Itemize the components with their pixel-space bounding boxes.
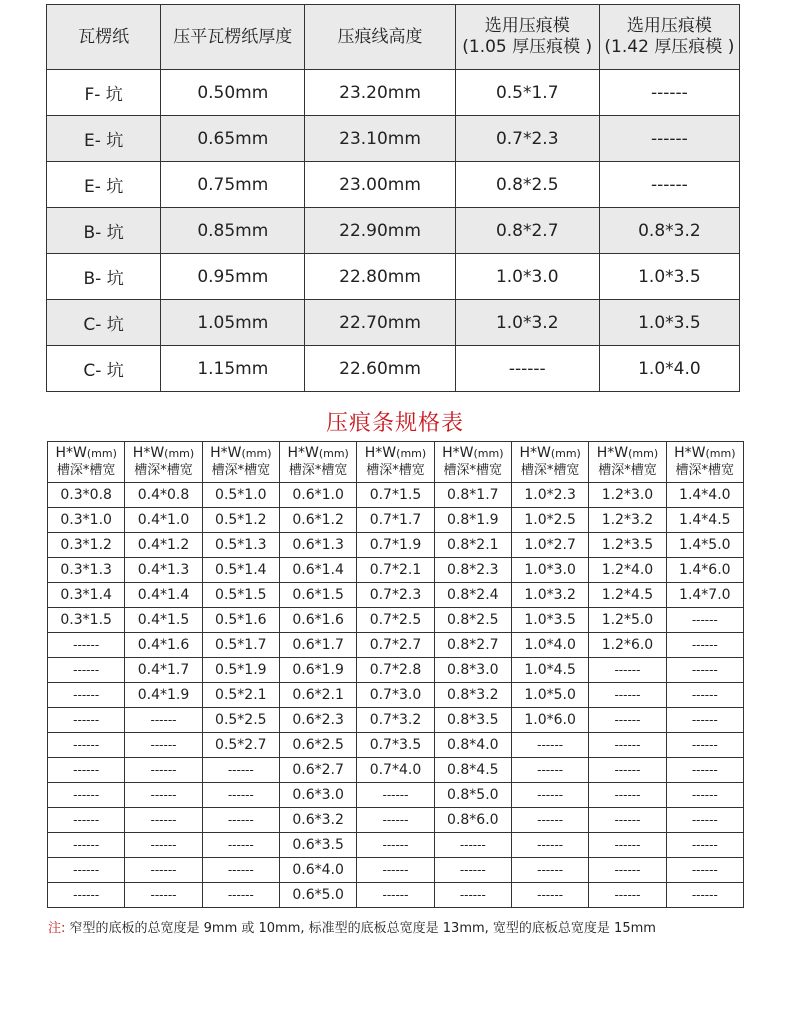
column-header: 选用压痕模 (1.05 厚压痕模 ) — [455, 5, 599, 70]
column-header: 压痕线高度 — [305, 5, 455, 70]
header-unit-label: (mm) — [318, 447, 349, 460]
header-depth-width-label: 槽深*槽宽 — [288, 463, 348, 478]
table-cell: ------ — [202, 808, 279, 833]
table-cell: 0.4*1.9 — [125, 683, 202, 708]
table-cell: 0.7*2.7 — [357, 633, 434, 658]
column-header — [434, 442, 511, 483]
table-cell: ------ — [589, 708, 666, 733]
table-cell: 0.8*5.0 — [434, 783, 511, 808]
table-cell: ------ — [202, 758, 279, 783]
table-cell: ------ — [125, 833, 202, 858]
table-cell: 0.8*2.1 — [434, 533, 511, 558]
table-cell: ------ — [666, 858, 743, 883]
table-cell: 1.4*7.0 — [666, 583, 743, 608]
table-cell: ------ — [511, 783, 588, 808]
table-cell: ------ — [511, 758, 588, 783]
table-cell: ------ — [357, 833, 434, 858]
table-cell: ------ — [48, 633, 125, 658]
table-row — [48, 758, 744, 783]
table-cell: 0.8*1.7 — [434, 483, 511, 508]
column-header — [666, 442, 743, 483]
table-cell: ------ — [589, 883, 666, 908]
table-cell: 0.8*1.9 — [434, 508, 511, 533]
table-cell: C- 坑 — [47, 300, 161, 346]
table-cell: ------ — [589, 758, 666, 783]
table-cell: 0.7*2.1 — [357, 558, 434, 583]
header-hw-label: H*W — [55, 445, 87, 461]
table-cell: 22.70mm — [305, 300, 455, 346]
table-cell: 0.3*1.3 — [48, 558, 125, 583]
table-cell: 0.6*1.2 — [279, 508, 356, 533]
table-cell: 1.2*3.0 — [589, 483, 666, 508]
table-cell: ------ — [589, 733, 666, 758]
table-cell: 22.90mm — [305, 208, 455, 254]
table-row — [48, 633, 744, 658]
header-depth-width-label: 槽深*槽宽 — [211, 463, 271, 478]
table-cell: 0.6*2.3 — [279, 708, 356, 733]
table-row — [47, 162, 740, 208]
table-cell: 1.0*3.2 — [511, 583, 588, 608]
table-cell: E- 坑 — [47, 162, 161, 208]
table-cell: 0.6*4.0 — [279, 858, 356, 883]
table-cell: 1.0*3.0 — [511, 558, 588, 583]
table-cell: ------ — [666, 808, 743, 833]
table-cell: 1.2*6.0 — [589, 633, 666, 658]
table-cell: ------ — [48, 858, 125, 883]
table-cell: 1.2*4.0 — [589, 558, 666, 583]
note-text: 窄型的底板的总宽度是 9mm 或 10mm, 标准型的底板总宽度是 13mm, 宽型的底板总宽度是 15mm — [65, 921, 656, 936]
footnote — [48, 917, 656, 936]
table-cell: ------ — [666, 608, 743, 633]
table-row — [48, 783, 744, 808]
header-depth-width-label: 槽深*槽宽 — [56, 463, 116, 478]
table-cell: 0.85mm — [161, 208, 305, 254]
table-row — [47, 116, 740, 162]
table-row — [48, 708, 744, 733]
table-cell: 1.4*4.0 — [666, 483, 743, 508]
header-hw-label: H*W — [442, 445, 474, 461]
table-cell: 1.0*5.0 — [511, 683, 588, 708]
table-row — [47, 254, 740, 300]
table-cell: 22.80mm — [305, 254, 455, 300]
table-cell: 0.8*2.7 — [455, 208, 599, 254]
table-cell: 0.7*4.0 — [357, 758, 434, 783]
table-cell: ------ — [511, 733, 588, 758]
table-cell: 0.5*2.5 — [202, 708, 279, 733]
column-header — [125, 442, 202, 483]
table-cell: 0.8*3.2 — [599, 208, 739, 254]
table-cell: F- 坑 — [47, 70, 161, 116]
table-cell: 0.4*1.3 — [125, 558, 202, 583]
table-cell: 0.6*2.1 — [279, 683, 356, 708]
table-cell: C- 坑 — [47, 346, 161, 392]
table-cell: 1.2*4.5 — [589, 583, 666, 608]
table-row — [48, 808, 744, 833]
table-cell: 1.2*3.2 — [589, 508, 666, 533]
table-cell: ------ — [511, 833, 588, 858]
column-header — [48, 442, 125, 483]
table-cell: ------ — [589, 833, 666, 858]
table-cell: ------ — [202, 858, 279, 883]
table-cell: ------ — [48, 683, 125, 708]
table-cell: ------ — [125, 708, 202, 733]
table-cell: 0.6*5.0 — [279, 883, 356, 908]
table-cell: 0.7*2.5 — [357, 608, 434, 633]
table-row — [48, 733, 744, 758]
table-cell: 1.05mm — [161, 300, 305, 346]
table-cell: 0.8*2.5 — [455, 162, 599, 208]
table-cell: 0.7*1.7 — [357, 508, 434, 533]
table-cell: 1.0*2.3 — [511, 483, 588, 508]
table-cell: ------ — [589, 783, 666, 808]
header-unit-label: (mm) — [86, 447, 117, 460]
table-body — [48, 483, 744, 908]
table-cell: 0.7*1.5 — [357, 483, 434, 508]
table-cell: ------ — [666, 833, 743, 858]
crease-rule-spec-table — [47, 441, 744, 908]
table-cell: 1.15mm — [161, 346, 305, 392]
table-cell: 23.10mm — [305, 116, 455, 162]
table-cell: 1.0*6.0 — [511, 708, 588, 733]
table-cell: ------ — [666, 733, 743, 758]
corrugated-spec-table — [46, 4, 740, 392]
header-unit-label: (mm) — [241, 447, 272, 460]
table-cell: ------ — [511, 858, 588, 883]
table-cell: E- 坑 — [47, 116, 161, 162]
table-cell: ------ — [357, 808, 434, 833]
table-cell: 23.20mm — [305, 70, 455, 116]
table-cell: 0.5*1.3 — [202, 533, 279, 558]
header-hw-label: H*W — [596, 445, 629, 461]
header-hw-label: H*W — [674, 445, 706, 461]
table-cell: ------ — [434, 858, 511, 883]
table-cell: ------ — [666, 758, 743, 783]
table-cell: 1.0*3.5 — [599, 300, 739, 346]
column-header — [202, 442, 279, 483]
table-cell: 23.00mm — [305, 162, 455, 208]
table-cell: 1.4*6.0 — [666, 558, 743, 583]
table-cell: 0.7*3.2 — [357, 708, 434, 733]
table-cell: ------ — [48, 783, 125, 808]
table-cell: 0.6*1.3 — [279, 533, 356, 558]
table-cell: 0.5*1.6 — [202, 608, 279, 633]
table-cell: ------ — [48, 733, 125, 758]
header-depth-width-label: 槽深*槽宽 — [443, 463, 503, 478]
table-row — [48, 583, 744, 608]
table-cell: 0.3*0.8 — [48, 483, 125, 508]
header-depth-width-label: 槽深*槽宽 — [598, 463, 657, 478]
table-cell: 0.4*1.6 — [125, 633, 202, 658]
table-cell: ------ — [666, 658, 743, 683]
table-cell: 0.4*1.5 — [125, 608, 202, 633]
column-header: 选用压痕模 (1.42 厚压痕模 ) — [599, 5, 739, 70]
table-cell: 0.8*6.0 — [434, 808, 511, 833]
column-header — [357, 442, 434, 483]
table-cell: ------ — [202, 883, 279, 908]
table-cell: 1.0*3.5 — [511, 608, 588, 633]
table-cell: 0.5*1.0 — [202, 483, 279, 508]
table-row — [48, 483, 744, 508]
table-row — [48, 558, 744, 583]
table-cell: ------ — [666, 783, 743, 808]
table-cell: 0.6*2.7 — [279, 758, 356, 783]
table-cell: 1.0*4.0 — [599, 346, 739, 392]
table-cell: ------ — [125, 758, 202, 783]
table-cell: 0.4*1.2 — [125, 533, 202, 558]
table-cell: 0.4*1.7 — [125, 658, 202, 683]
table-cell: 0.5*1.4 — [202, 558, 279, 583]
table-cell: 0.50mm — [161, 70, 305, 116]
table-cell: 0.7*3.5 — [357, 733, 434, 758]
table-cell: ------ — [599, 162, 739, 208]
table-cell: 0.6*2.5 — [279, 733, 356, 758]
table-row — [48, 883, 744, 908]
table-cell: ------ — [125, 808, 202, 833]
table-cell: ------ — [48, 833, 125, 858]
table-cell: 0.4*1.4 — [125, 583, 202, 608]
table-cell: ------ — [125, 733, 202, 758]
table-cell: ------ — [202, 833, 279, 858]
table-cell: 1.2*5.0 — [589, 608, 666, 633]
table-header-row — [47, 5, 740, 70]
table-cell: 0.7*2.3 — [357, 583, 434, 608]
table-row — [48, 508, 744, 533]
header-unit-label: (mm) — [396, 447, 427, 460]
table-cell: ------ — [589, 658, 666, 683]
column-header — [279, 442, 356, 483]
table-cell: 0.6*3.5 — [279, 833, 356, 858]
table-cell: ------ — [589, 808, 666, 833]
table-cell: ------ — [357, 883, 434, 908]
table-cell: 1.0*2.5 — [511, 508, 588, 533]
table-cell: 0.5*2.7 — [202, 733, 279, 758]
table-cell: 0.6*1.0 — [279, 483, 356, 508]
table-cell: ------ — [48, 708, 125, 733]
table-cell: ------ — [599, 116, 739, 162]
column-header — [589, 442, 666, 483]
table-cell: 0.3*1.4 — [48, 583, 125, 608]
header-depth-width-label: 槽深*槽宽 — [134, 463, 193, 478]
table-cell: ------ — [599, 70, 739, 116]
table-row — [47, 300, 740, 346]
table-cell: 0.8*2.5 — [434, 608, 511, 633]
table-cell: 0.8*2.3 — [434, 558, 511, 583]
table-cell: ------ — [666, 883, 743, 908]
table-cell: 0.8*4.5 — [434, 758, 511, 783]
table-cell: 0.3*1.2 — [48, 533, 125, 558]
table-cell: ------ — [125, 858, 202, 883]
header-unit-label: (mm) — [550, 447, 581, 460]
table-cell: 0.8*2.4 — [434, 583, 511, 608]
table-cell: ------ — [125, 883, 202, 908]
table-cell: ------ — [511, 883, 588, 908]
table-cell: 0.6*1.5 — [279, 583, 356, 608]
table-cell: 22.60mm — [305, 346, 455, 392]
table-cell: 0.6*3.2 — [279, 808, 356, 833]
table-cell: 0.7*1.9 — [357, 533, 434, 558]
table-cell: ------ — [357, 783, 434, 808]
table-cell: 0.65mm — [161, 116, 305, 162]
column-header — [511, 442, 588, 483]
table-cell: ------ — [455, 346, 599, 392]
table-cell: 1.4*5.0 — [666, 533, 743, 558]
table-cell: ------ — [48, 658, 125, 683]
table-cell: 0.5*1.7 — [455, 70, 599, 116]
table-cell: B- 坑 — [47, 254, 161, 300]
table-cell: 0.6*1.4 — [279, 558, 356, 583]
table-cell: 1.0*4.5 — [511, 658, 588, 683]
table-cell: ------ — [434, 833, 511, 858]
column-header: 压平瓦楞纸厚度 — [161, 5, 305, 70]
table-cell: 0.8*3.0 — [434, 658, 511, 683]
table-cell: ------ — [434, 883, 511, 908]
table-cell: 0.5*1.5 — [202, 583, 279, 608]
table-cell: 0.4*1.0 — [125, 508, 202, 533]
table-cell: 0.3*1.5 — [48, 608, 125, 633]
table-row — [47, 70, 740, 116]
table-cell: 0.6*3.0 — [279, 783, 356, 808]
table-cell: ------ — [589, 858, 666, 883]
table-cell: ------ — [589, 683, 666, 708]
header-depth-width-label: 槽深*槽宽 — [520, 463, 580, 478]
table-cell: 0.8*4.0 — [434, 733, 511, 758]
table-cell: 0.95mm — [161, 254, 305, 300]
table-row — [48, 683, 744, 708]
header-hw-label: H*W — [519, 445, 551, 461]
header-hw-label: H*W — [132, 445, 165, 461]
table-cell: 0.6*1.7 — [279, 633, 356, 658]
table-cell: 0.5*1.7 — [202, 633, 279, 658]
table-cell: 0.5*2.1 — [202, 683, 279, 708]
table-cell: ------ — [666, 708, 743, 733]
table-cell: 1.0*2.7 — [511, 533, 588, 558]
table-row — [47, 208, 740, 254]
table-cell: ------ — [666, 633, 743, 658]
header-unit-label: (mm) — [705, 447, 736, 460]
table-cell: 0.75mm — [161, 162, 305, 208]
table-cell: 0.8*2.7 — [434, 633, 511, 658]
table-row — [47, 346, 740, 392]
table-cell: 0.6*1.6 — [279, 608, 356, 633]
table-cell: ------ — [666, 683, 743, 708]
table-cell: 0.7*2.3 — [455, 116, 599, 162]
table-cell: 1.0*3.0 — [455, 254, 599, 300]
table-cell: 0.7*2.8 — [357, 658, 434, 683]
table-cell: 1.2*3.5 — [589, 533, 666, 558]
table-cell: 0.8*3.2 — [434, 683, 511, 708]
header-unit-label: (mm) — [164, 447, 195, 460]
table-cell: ------ — [357, 858, 434, 883]
header-hw-label: H*W — [364, 445, 397, 461]
table-cell: 1.0*4.0 — [511, 633, 588, 658]
table-row — [48, 858, 744, 883]
table-cell: 0.6*1.9 — [279, 658, 356, 683]
table-row — [48, 608, 744, 633]
table-cell: 1.0*3.2 — [455, 300, 599, 346]
table-row — [48, 833, 744, 858]
table-body — [47, 70, 740, 392]
header-depth-width-label: 槽深*槽宽 — [366, 463, 425, 478]
table-cell: B- 坑 — [47, 208, 161, 254]
table-cell: 0.3*1.0 — [48, 508, 125, 533]
table-cell: ------ — [125, 783, 202, 808]
header-unit-label: (mm) — [628, 447, 659, 460]
table-cell: 0.5*1.2 — [202, 508, 279, 533]
table-row — [48, 658, 744, 683]
table-cell: 1.4*4.5 — [666, 508, 743, 533]
header-hw-label: H*W — [287, 445, 319, 461]
table-cell: ------ — [511, 808, 588, 833]
table-cell: ------ — [48, 883, 125, 908]
section-title: 压痕条规格表 — [325, 411, 464, 436]
table-cell: 0.5*1.9 — [202, 658, 279, 683]
column-header: 瓦楞纸 — [47, 5, 161, 70]
header-depth-width-label: 槽深*槽宽 — [675, 463, 735, 478]
table-cell: 0.4*0.8 — [125, 483, 202, 508]
table-cell: ------ — [48, 758, 125, 783]
table-cell: ------ — [202, 783, 279, 808]
header-unit-label: (mm) — [473, 447, 504, 460]
table-row — [48, 533, 744, 558]
table-cell: 0.7*3.0 — [357, 683, 434, 708]
table-cell: 1.0*3.5 — [599, 254, 739, 300]
table-header-row — [48, 442, 744, 483]
table-cell: ------ — [48, 808, 125, 833]
note-label: 注: — [48, 921, 66, 936]
header-hw-label: H*W — [210, 445, 242, 461]
table-cell: 0.8*3.5 — [434, 708, 511, 733]
